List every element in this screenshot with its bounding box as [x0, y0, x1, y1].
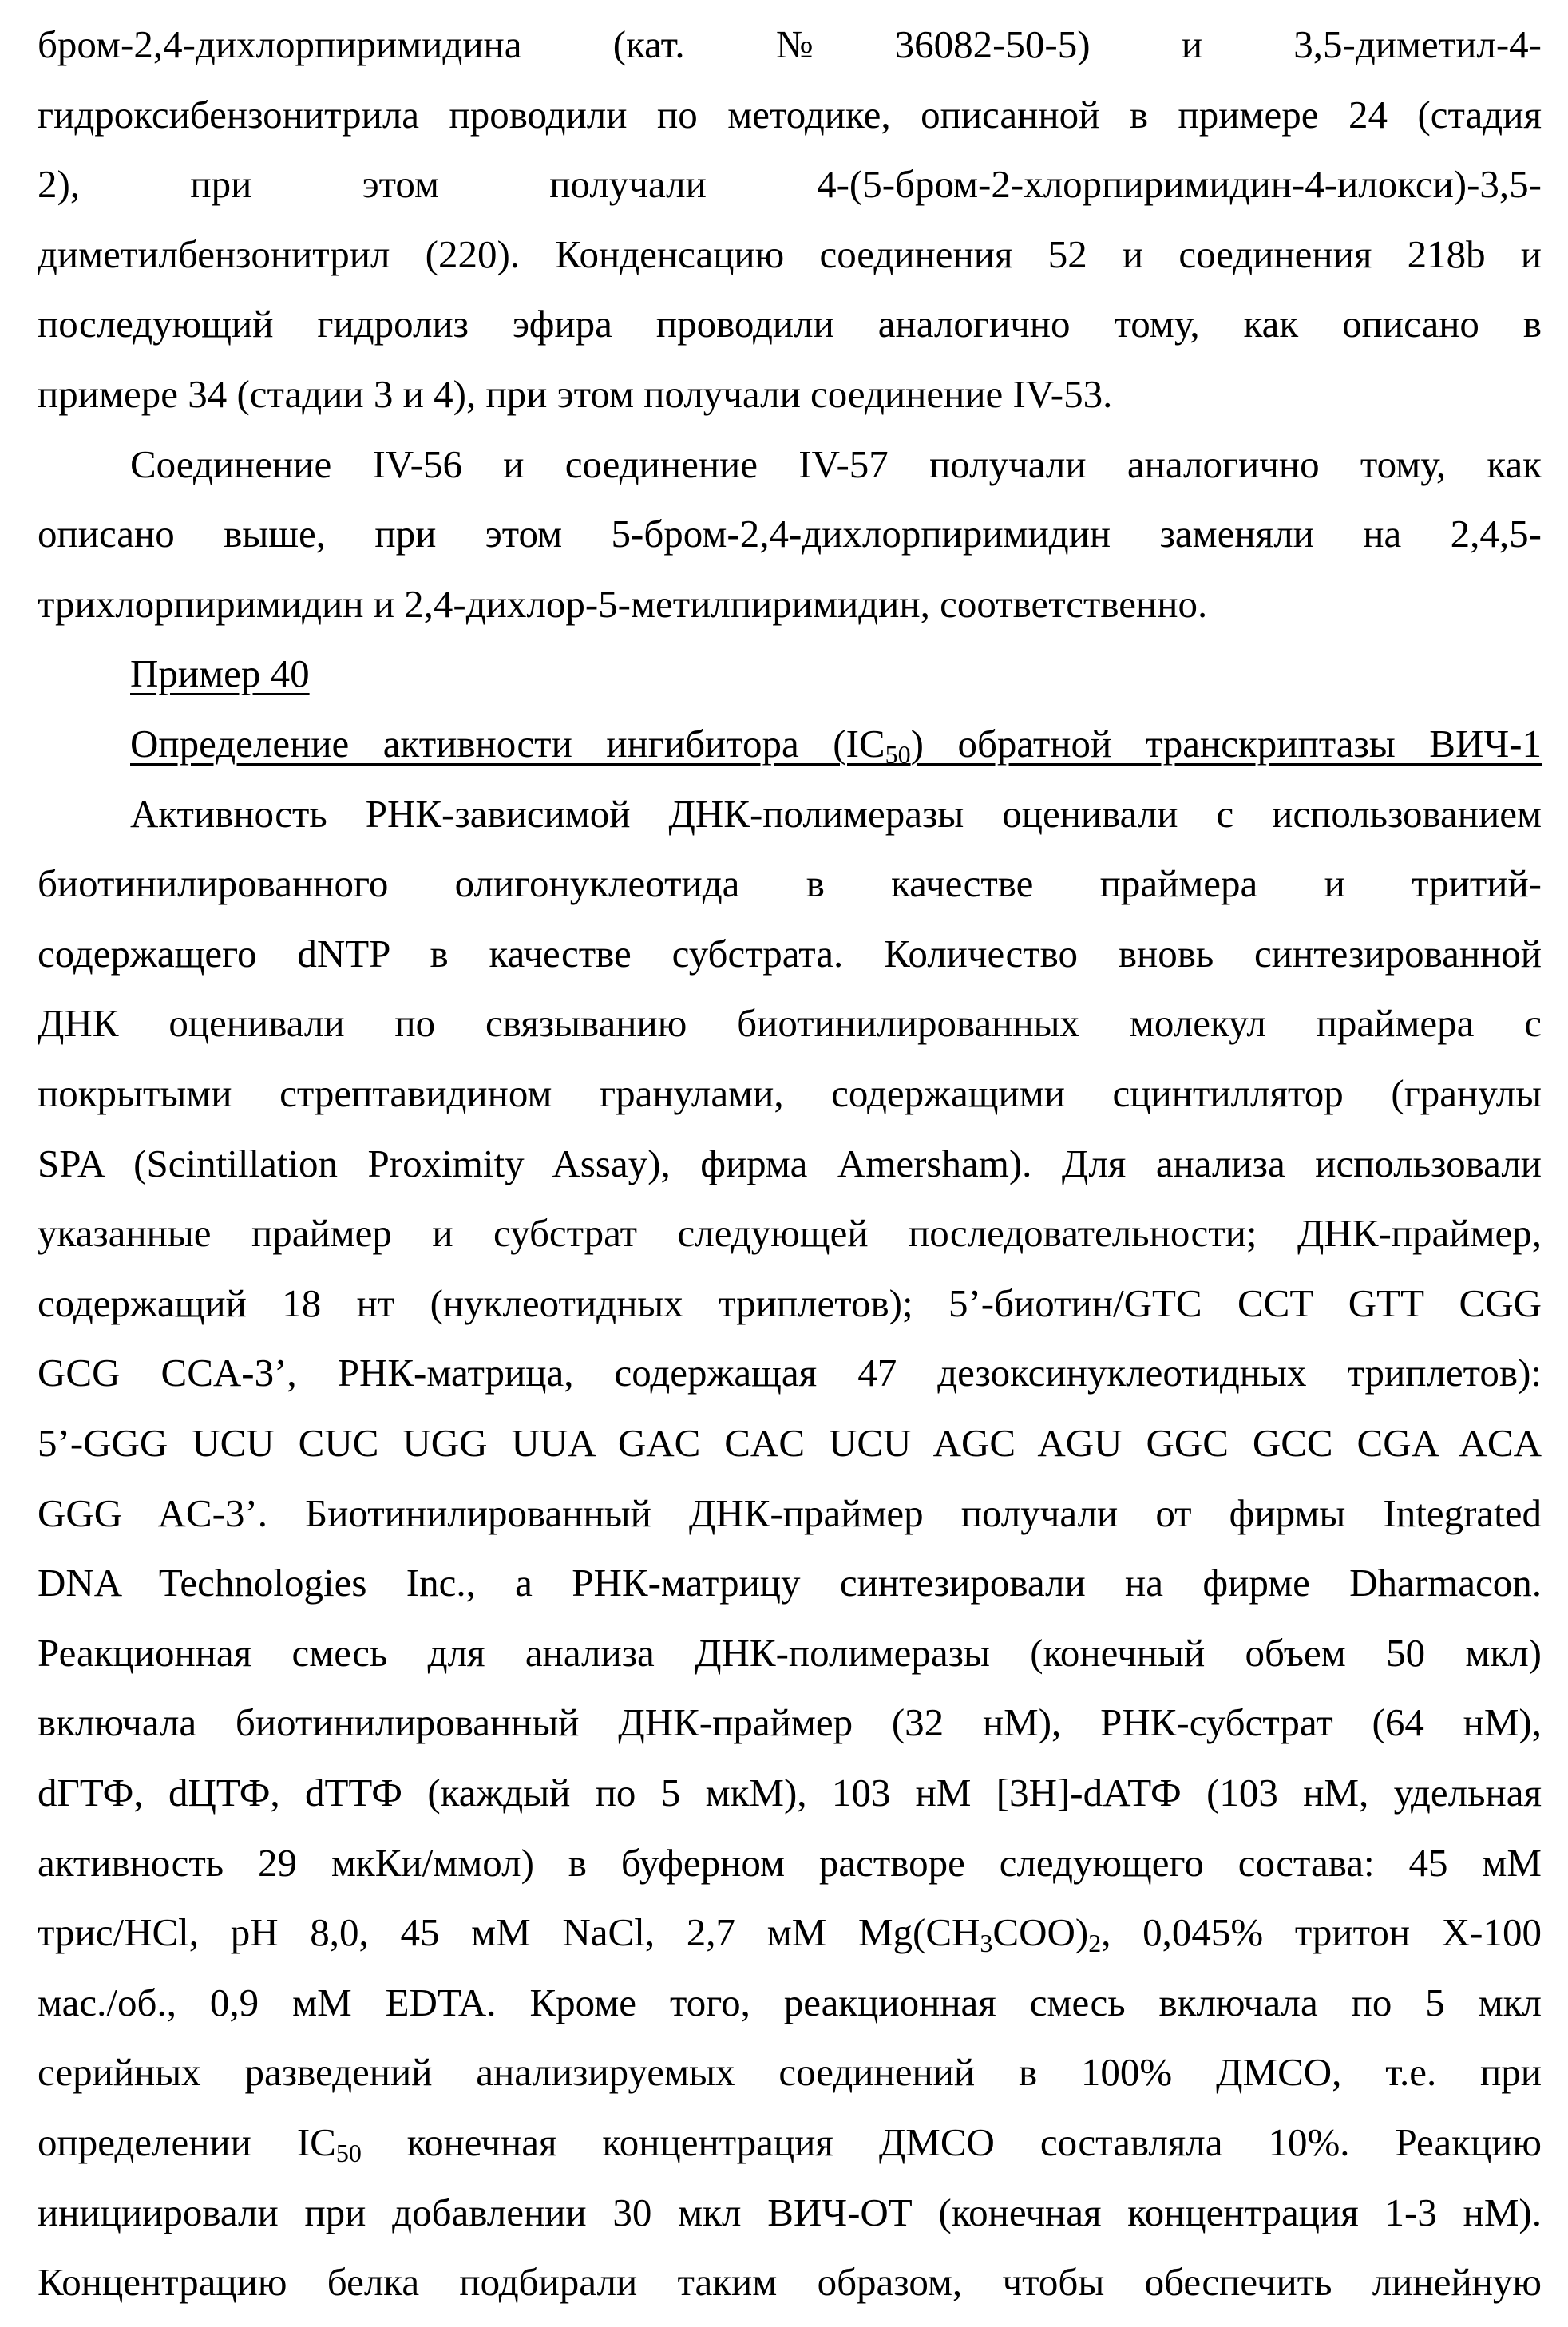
text-line: Реакционная смесь для анализа ДНК-полимеразы (конечный объем 50 мкл) [38, 1631, 1542, 1675]
text-line: указанные праймер и субстрат следующей последовательности; ДНК-праймер, [38, 1211, 1542, 1255]
text-line: ДНК оценивали по связыванию биотинилированных молекул праймера с [38, 1001, 1542, 1045]
text-line: DNA Technologies Inc., а РНК-матрицу синтезировали на фирме Dharmacon. [38, 1561, 1542, 1605]
text-line: диметилбензонитрил (220). Конденсацию соединения 52 и соединения 218b и [38, 232, 1542, 276]
paragraph-start-line: Активность РНК-зависимой ДНК-полимеразы оценивали с использованием [130, 792, 1542, 836]
text-line: примере 34 (стадии 3 и 4), при этом получали соединение IV-53. [38, 372, 1113, 416]
text-line: 2), при этом получали 4-(5-бром-2-хлорпиримидин-4-илокси)-3,5- [38, 162, 1542, 206]
text-line: трис/HCl, pH 8,0, 45 мМ NaCl, 2,7 мМ $Mg(CH_3COO)_2$, 0,045% тритон Х-100 [38, 1910, 1542, 1957]
text-line: описано выше, при этом 5-бром-2,4-дихлорпиримидин заменяли на 2,4,5- [38, 512, 1542, 556]
text-line: GCG CCA-3’, РНК-матрица, содержащая 47 дезоксинуклеотидных триплетов): [38, 1351, 1542, 1395]
text-line: активность 29 мкКи/ммол) в буферном растворе следующего состава: 45 мМ [38, 1841, 1542, 1885]
text-line: бром-2,4-дихлорпиримидина (кат. №36082-50-5) и 3,5-диметил-4- [38, 22, 1542, 66]
text-line: SPA (Scintillation Proximity Assay), фирма Amersham). Для анализа использовали [38, 1142, 1542, 1185]
section-heading [130, 720, 1542, 768]
text-line: включала биотинилированный ДНК-праймер (32 нМ), РНК-субстрат (64 нМ), [38, 1700, 1542, 1744]
text-line: инициировали при добавлении 30 мкл ВИЧ-ОТ (конечная концентрация 1-3 нМ). [38, 2190, 1542, 2234]
text-line: гидроксибензонитрила проводили по методике, описанной в примере 24 (стадия [38, 93, 1542, 137]
text-line: Концентрацию белка подбирали таким образом, чтобы обеспечить линейную [38, 2260, 1542, 2304]
text-line: последующий гидролиз эфира проводили аналогично тому, как описано в [38, 302, 1542, 346]
text-line: серийных разведений анализируемых соединений в 100% ДМСО, т.е. при [38, 2050, 1542, 2094]
section-title: Определение активности ингибитора $(IC_{50})$ обратной транскриптазы ВИЧ-1 [130, 722, 1542, 769]
text-line: покрытыми стрептавидином гранулами, содержащими сцинтиллятор (гранулы [38, 1071, 1542, 1115]
paragraph-start-line: Соединение IV-56 и соединение IV-57 получали аналогично тому, как [130, 442, 1542, 486]
example-title: Пример 40 [130, 651, 310, 695]
text-line: GGG AC-3’. Биотинилированный ДНК-праймер получали от фирмы Integrated [38, 1491, 1542, 1535]
text-line: 5’-GGG UCU CUC UGG UUA GAC CAC UCU AGC AGU GGC GCC CGA ACA [38, 1421, 1542, 1465]
text-line: мас./об., 0,9 мМ EDTA. Кроме того, реакционная смесь включала по 5 мкл [38, 1981, 1542, 2024]
text-line: содержащий 18 нт (нуклеотидных триплетов); 5’-биотин/GTC CCT GTT CGG [38, 1281, 1542, 1325]
text-line: определении $IC_{50}$ конечная концентрация ДМСО составляла 10%. Реакцию [38, 2120, 1542, 2167]
text-line: dГТФ, dЦТФ, dТТФ (каждый по 5 мкМ), 103 нМ [3H]-dАТФ (103 нМ, удельная [38, 1771, 1542, 1815]
text-line: биотинилированного олигонуклеотида в качестве праймера и тритий- [38, 861, 1542, 905]
text-line: содержащего dNTP в качестве субстрата. Количество вновь синтезированной [38, 932, 1542, 976]
example-heading [130, 650, 1542, 698]
text-line: трихлорпиримидин и 2,4-дихлор-5-метилпиримидин, соответственно. [38, 582, 1208, 626]
